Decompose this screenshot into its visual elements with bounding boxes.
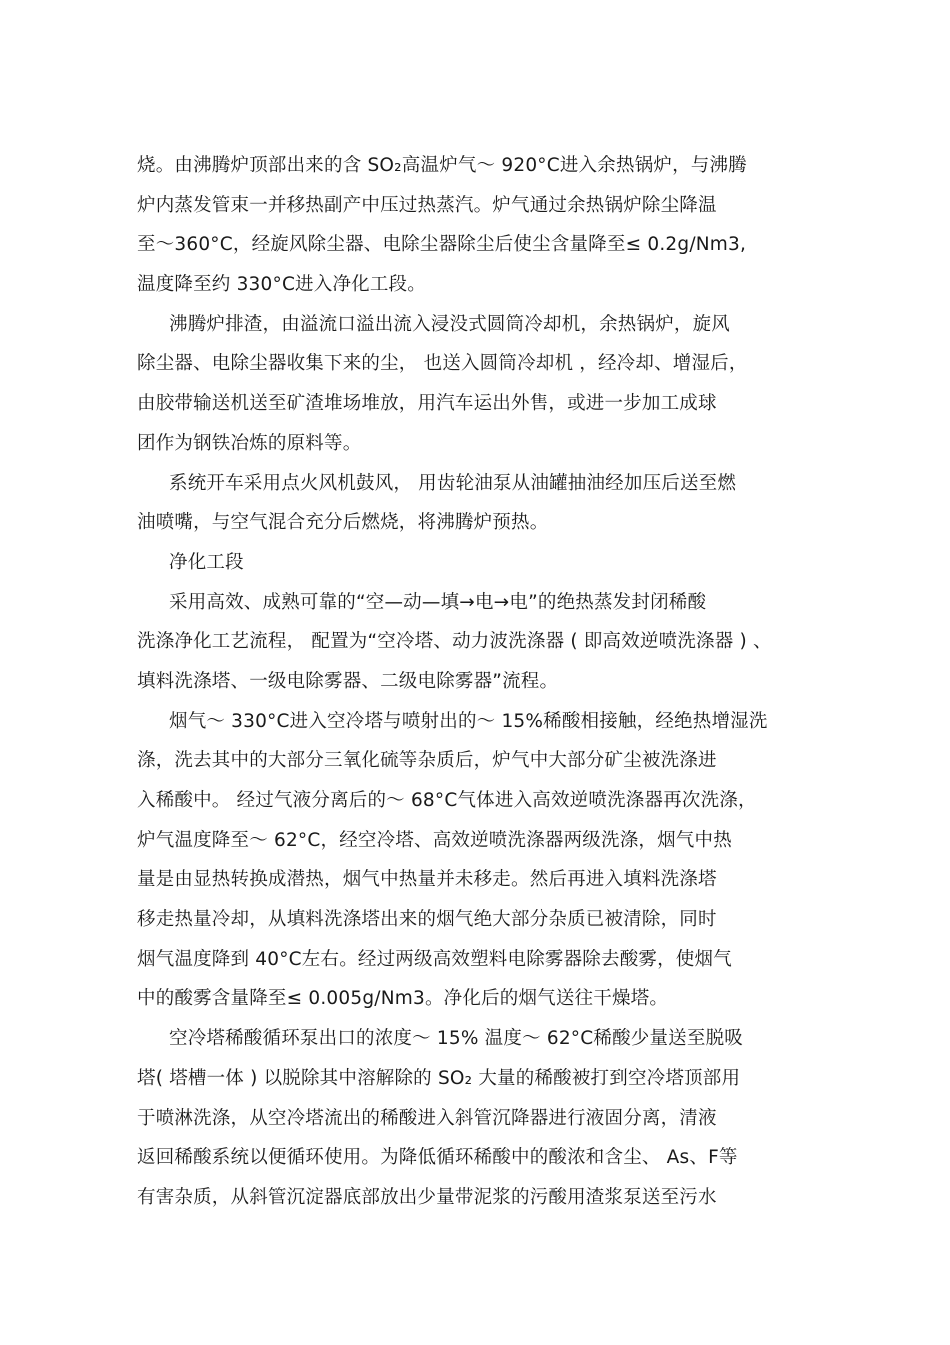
text-line: 烟气～ 330°C进入空冷塔与喷射出的～ 15%稀酸相接触，经绝热增湿洗	[169, 710, 768, 732]
text-line: 温度降至约 330°C进入净化工段。	[137, 274, 426, 296]
text-line: 系统开车采用点火风机鼓风， 用齿轮油泵从油罐抽油经加压后送至燃	[169, 472, 737, 494]
text-line: 返回稀酸系统以便循环使用。为降低循环稀酸中的酸浓和含尘、 As、F等	[137, 1147, 738, 1169]
text-line: 涤，洗去其中的大部分三氧化硫等杂质后，炉气中大部分矿尘被洗涤进	[137, 750, 717, 772]
text-line: 空冷塔稀酸循环泵出口的浓度～ 15% 温度～ 62°C稀酸少量送至脱吸	[169, 1028, 743, 1050]
text-line: 洗涤净化工艺流程， 配置为“空冷塔、动力波洗涤器 ( 即高效逆喷洗涤器 ) 、	[137, 631, 772, 653]
text-line: 油喷嘴，与空气混合充分后燃烧，将沸腾炉预热。	[137, 512, 549, 534]
text-line: 中的酸雾含量降至≤ 0.005g/Nm3。净化后的烟气送往干燥塔。	[137, 988, 669, 1010]
text-line: 沸腾炉排渣，由溢流口溢出流入浸没式圆筒冷却机，余热锅炉，旋风	[169, 313, 731, 335]
text-line: 有害杂质，从斜管沉淀器底部放出少量带泥浆的污酸用渣浆泵送至污水	[137, 1186, 717, 1208]
text-line: 团作为钢铁冶炼的原料等。	[137, 432, 362, 454]
text-line: 炉气温度降至～ 62°C，经空冷塔、高效逆喷洗涤器两级洗涤，烟气中热	[137, 829, 732, 851]
text-line: 采用高效、成熟可靠的“空—动—填→电→电”的绝热蒸发封闭稀酸	[169, 591, 707, 613]
text-line: 移走热量冷却，从填料洗涤塔出来的烟气绝大部分杂质已被清除，同时	[137, 909, 717, 931]
text-line: 入稀酸中。 经过气液分离后的～ 68°C气体进入高效逆喷洗涤器再次洗涤，	[137, 790, 757, 811]
text-line: 由胶带输送机送至矿渣堆场堆放，用汽车运出外售，或进一步加工成球	[137, 393, 717, 415]
body-text	[137, 146, 857, 1218]
text-line: 量是由显热转换成潜热，烟气中热量并未移走。然后再进入填料洗涤塔	[137, 869, 717, 891]
text-line: 除尘器、电除尘器收集下来的尘， 也送入圆筒冷却机 ，经冷却、增湿后，	[137, 353, 748, 375]
text-line: 炉内蒸发管束一并移热副产中压过热蒸汽。炉气通过余热锅炉除尘降温	[137, 194, 717, 216]
text-line: 于喷淋洗涤，从空冷塔流出的稀酸进入斜管沉降器进行液固分离，清液	[137, 1107, 717, 1129]
text-line: 塔( 塔槽一体 ) 以脱除其中溶解除的 SO₂ 大量的稀酸被打到空冷塔顶部用	[137, 1067, 741, 1089]
text-line: 净化工段	[169, 551, 244, 573]
text-line: 烧。由沸腾炉顶部出来的含 SO₂高温炉气～ 920°C进入余热锅炉，与沸腾	[137, 155, 747, 176]
text-line: 填料洗涤塔、一级电除雾器、二级电除雾器”流程。	[137, 670, 559, 692]
text-line: 烟气温度降到 40°C左右。经过两级高效塑料电除雾器除去酸雾，使烟气	[137, 948, 732, 970]
text-line: 至～360°C，经旋风除尘器、电除尘器除尘后使尘含量降至≤ 0.2g/Nm3,	[137, 234, 747, 256]
